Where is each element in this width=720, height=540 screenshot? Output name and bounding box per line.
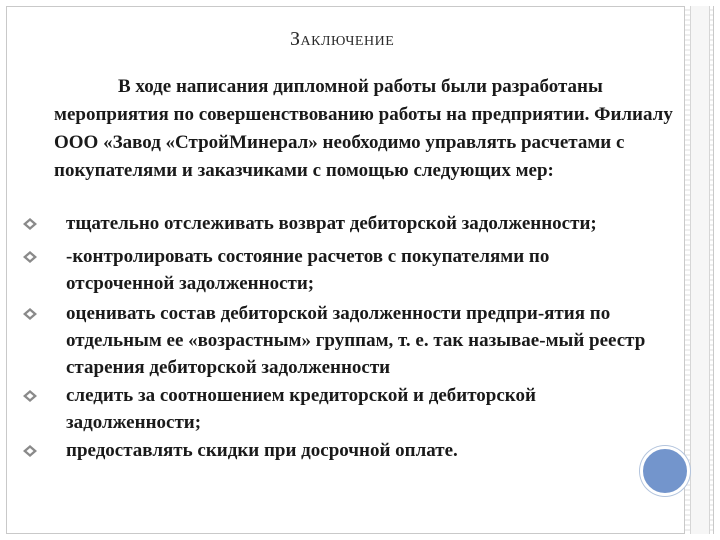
bullet-item bbox=[22, 300, 662, 381]
diamond-outline-icon bbox=[22, 389, 38, 403]
bullet-text: следить за соотношением кредиторской и дебиторской задолженности; bbox=[66, 385, 536, 433]
diamond-outline-icon bbox=[22, 307, 38, 321]
bullet-text: предоставлять скидки при досрочной оплате. bbox=[66, 440, 458, 461]
bullet-text: оценивать состав дебиторской задолженности предпри-ятия по отдельным ее «возрастным» группам, т. е. так называе-мый реестр старения дебиторской задолженности bbox=[66, 303, 646, 378]
bullet-item bbox=[22, 437, 662, 464]
bullet-text: -контролировать состояние расчетов с покупателями по отсроченной задолженности; bbox=[66, 246, 550, 294]
diamond-outline-icon bbox=[22, 217, 38, 231]
bullet-item bbox=[22, 382, 662, 436]
bullet-item bbox=[22, 243, 662, 297]
diamond-outline-icon bbox=[22, 250, 38, 264]
bullet-list bbox=[22, 210, 662, 465]
decorative-right-bar bbox=[684, 6, 714, 534]
decorative-right-bar-inner bbox=[690, 6, 710, 534]
bullet-text: тщательно отслеживать возврат дебиторской задолженности; bbox=[66, 213, 597, 234]
slide-title: Заключение bbox=[290, 28, 395, 50]
diamond-outline-icon bbox=[22, 444, 38, 458]
bullet-item bbox=[22, 210, 662, 237]
intro-paragraph: В ходе написания дипломной работы были разработаны мероприятия по совершенствованию работы на предприятии. Филиалу ООО «Завод «СтройМинерал» необходимо управлять расчетами с покупателями и заказчиками с помощью следующих мер: bbox=[54, 76, 673, 181]
